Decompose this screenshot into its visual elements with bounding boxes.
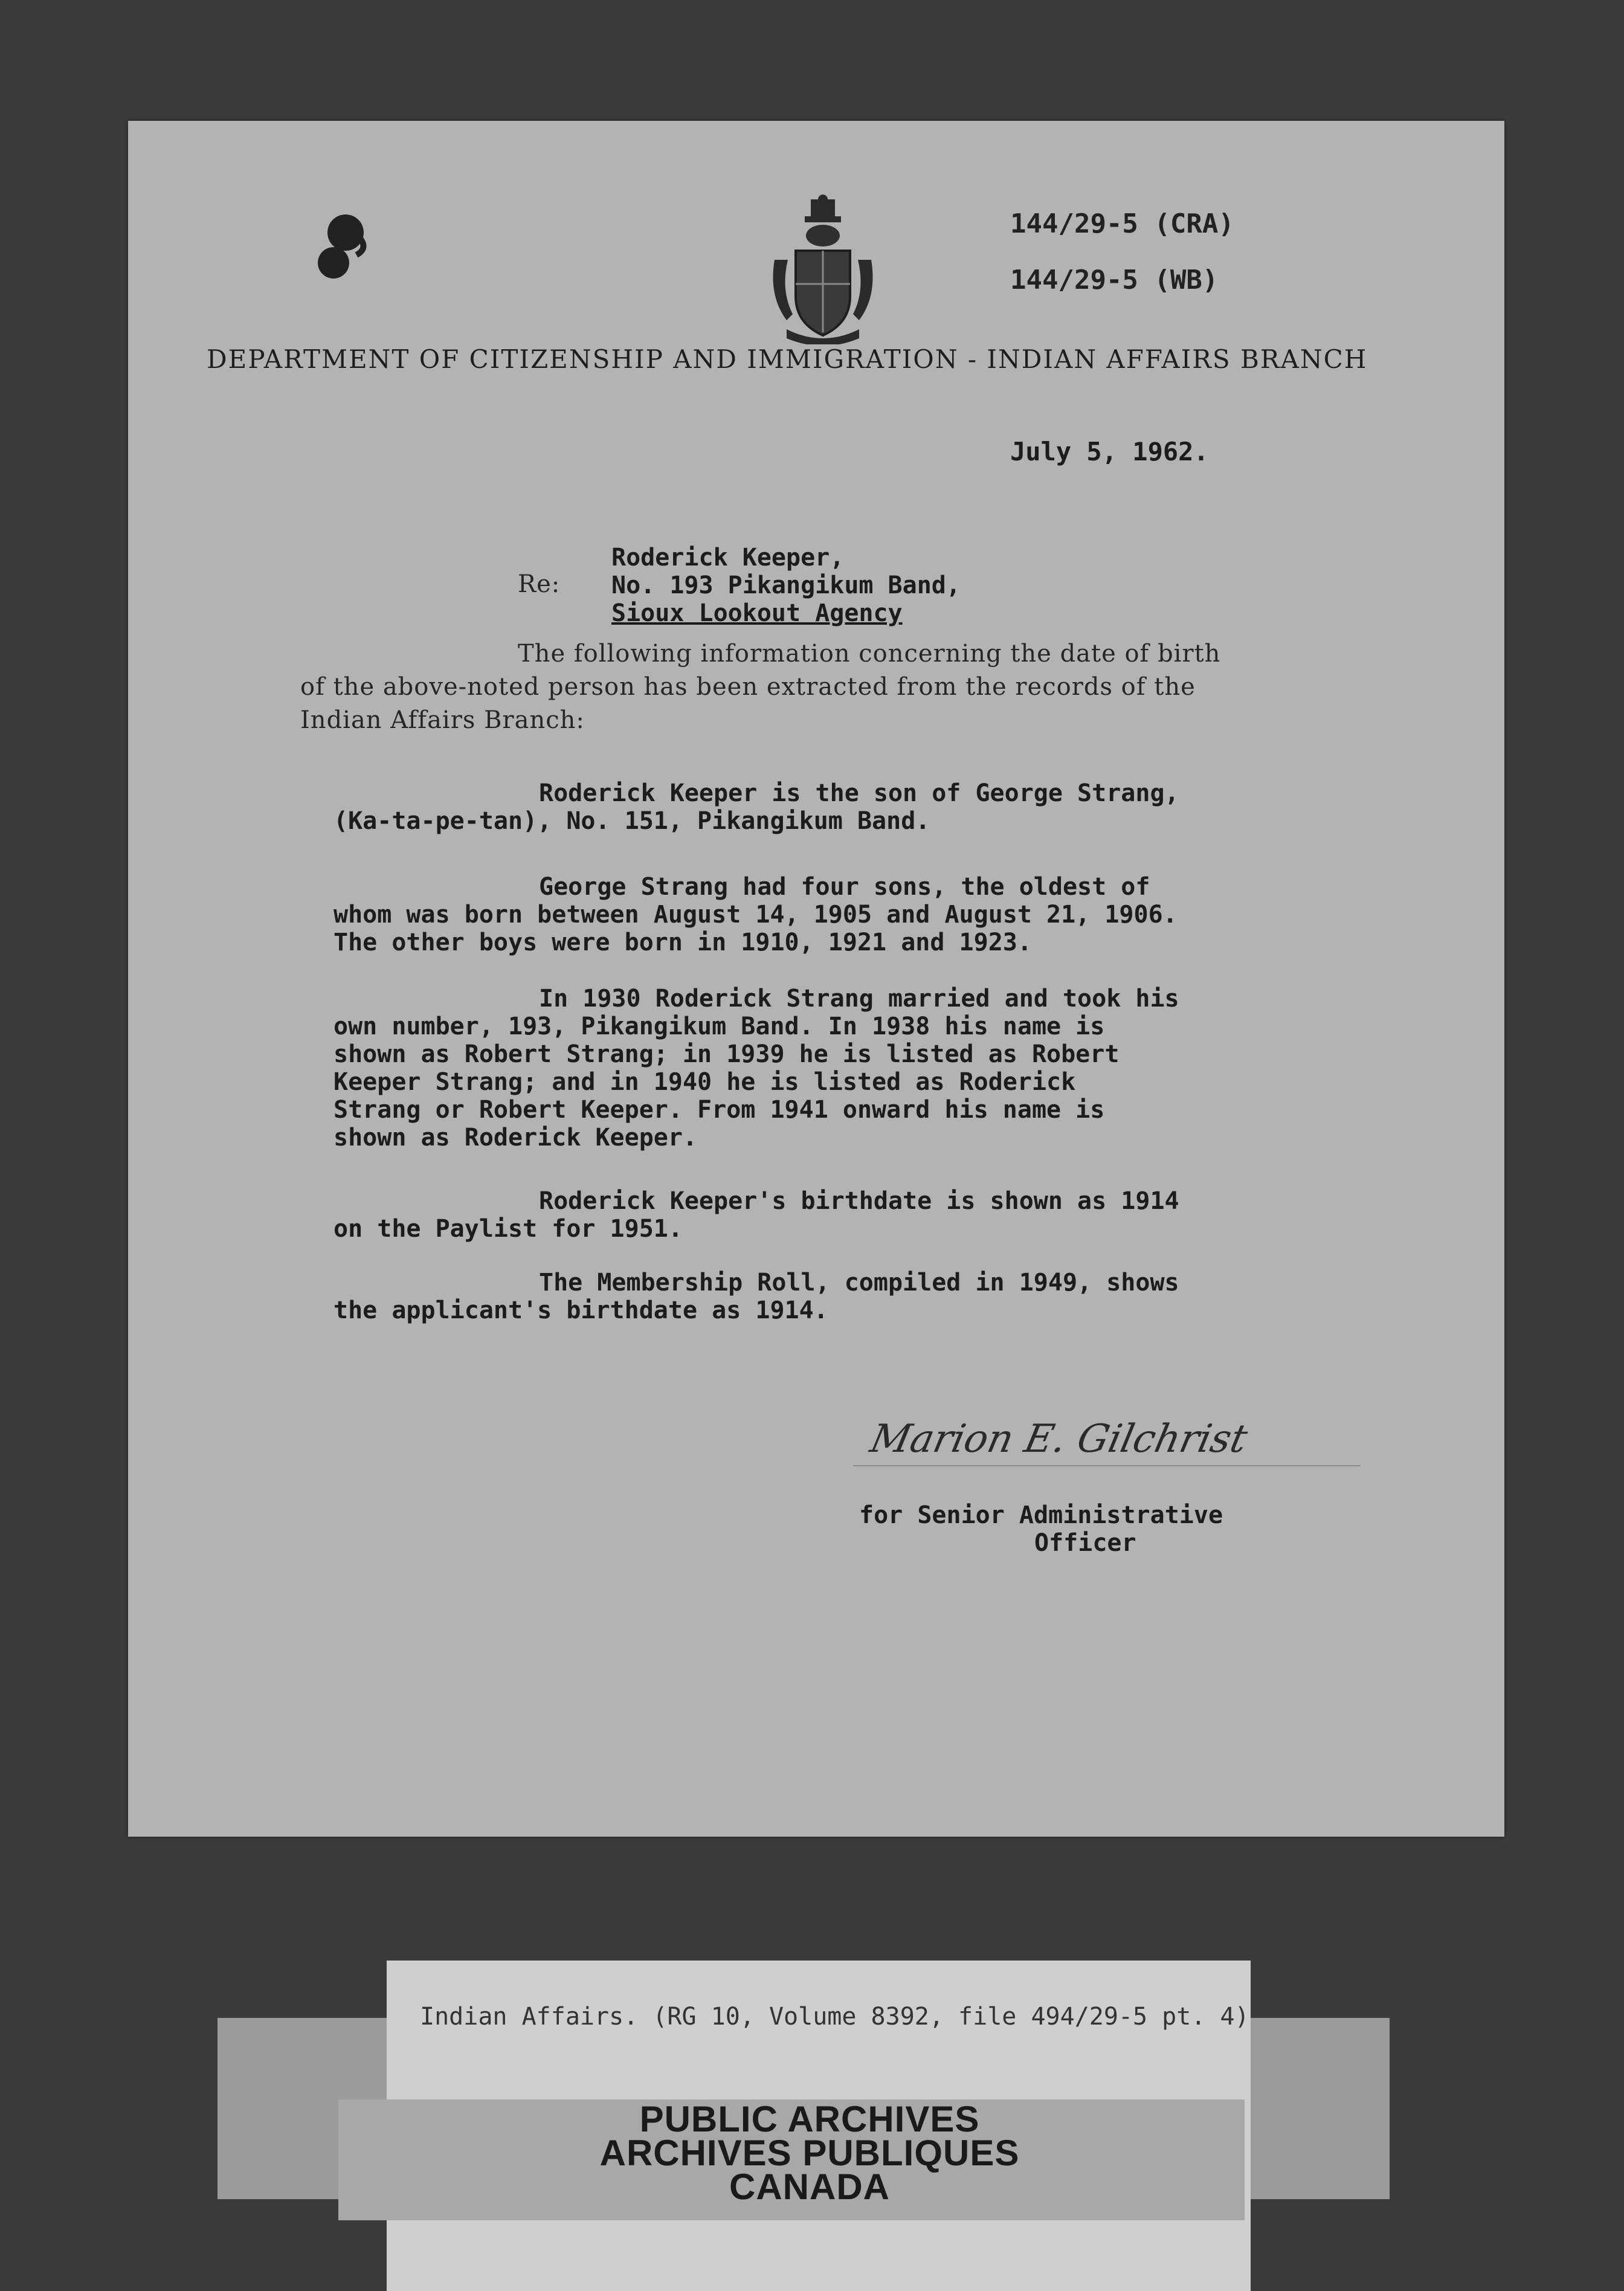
para5-line1: The Membership Roll, compiled in 1949, shows [539, 1269, 1179, 1297]
re-block [611, 544, 961, 627]
para3-line5: Strang or Robert Keeper. From 1941 onward his name is [334, 1096, 1105, 1124]
intro-line-3: Indian Affairs Branch: [300, 706, 585, 734]
re-line-band: No. 193 Pikangikum Band, [611, 572, 961, 599]
signature-title-line1: for Senior Administrative [859, 1501, 1223, 1529]
para3-line2: own number, 193, Pikangikum Band. In 1938 his name is [334, 1013, 1105, 1040]
signature-line [853, 1465, 1361, 1466]
paragraph-parentage [334, 779, 1179, 835]
para2-line3: The other boys were born in 1910, 1921 and 1923. [334, 929, 1032, 956]
para2-line2: whom was born between August 14, 1905 and August 21, 1906. [334, 901, 1178, 929]
stamp-line-2: ARCHIVES PUBLIQUES [599, 2133, 1020, 2173]
intro-line-1: The following information concerning the date of birth [518, 640, 1221, 668]
signature-title-line2: Officer [1034, 1529, 1136, 1557]
para3-line1: In 1930 Roderick Strang married and took his [539, 985, 1179, 1013]
re-line-agency: Sioux Lookout Agency [611, 599, 903, 627]
file-reference-number-2: 144/29-5 (WB) [1010, 265, 1219, 295]
para4-line2: on the Paylist for 1951. [334, 1215, 683, 1243]
ink-blot-mark [309, 211, 376, 284]
letter-date: July 5, 1962. [1010, 437, 1209, 466]
department-header: DEPARTMENT OF CITIZENSHIP AND IMMIGRATION - INDIAN AFFAIRS BRANCH [207, 344, 1368, 374]
intro-line-2: of the above-noted person has been extracted from the records of the [300, 673, 1196, 701]
para5-line2: the applicant's birthdate as 1914. [334, 1297, 828, 1324]
re-label: Re: [518, 570, 561, 598]
paragraph-siblings [334, 873, 1178, 956]
file-reference-number-1: 144/29-5 (CRA) [1010, 208, 1234, 239]
para1-line2: (Ka-ta-pe-tan), No. 151, Pikangikum Band. [334, 807, 930, 835]
para3-line4: Keeper Strang; and in 1940 he is listed as Roderick [334, 1068, 1076, 1096]
archive-stamp [544, 2099, 1075, 2207]
stamp-line-1: PUBLIC ARCHIVES [639, 2099, 980, 2139]
para4-line1: Roderick Keeper's birthdate is shown as 1914 [539, 1187, 1179, 1215]
para2-line1: George Strang had four sons, the oldest of [539, 873, 1150, 901]
handwritten-signature: Marion E. Gilchrist [866, 1417, 1251, 1461]
re-line-name: Roderick Keeper, [611, 544, 845, 572]
letter-page [128, 121, 1504, 1837]
para3-line6: shown as Roderick Keeper. [334, 1124, 698, 1152]
archive-citation: Indian Affairs. (RG 10, Volume 8392, file 494/29-5 pt. 4) [420, 2003, 1249, 2031]
para3-line3: shown as Robert Strang; in 1939 he is listed as Robert [334, 1040, 1120, 1068]
para1-line1: Roderick Keeper is the son of George Strang, [539, 779, 1179, 807]
signature-title [859, 1501, 1223, 1557]
paragraph-paylist [334, 1187, 1179, 1243]
coat-of-arms-emblem [768, 193, 877, 344]
paragraph-name-history [334, 985, 1179, 1152]
paragraph-membership-roll [334, 1269, 1179, 1324]
stamp-line-3: CANADA [729, 2167, 890, 2207]
